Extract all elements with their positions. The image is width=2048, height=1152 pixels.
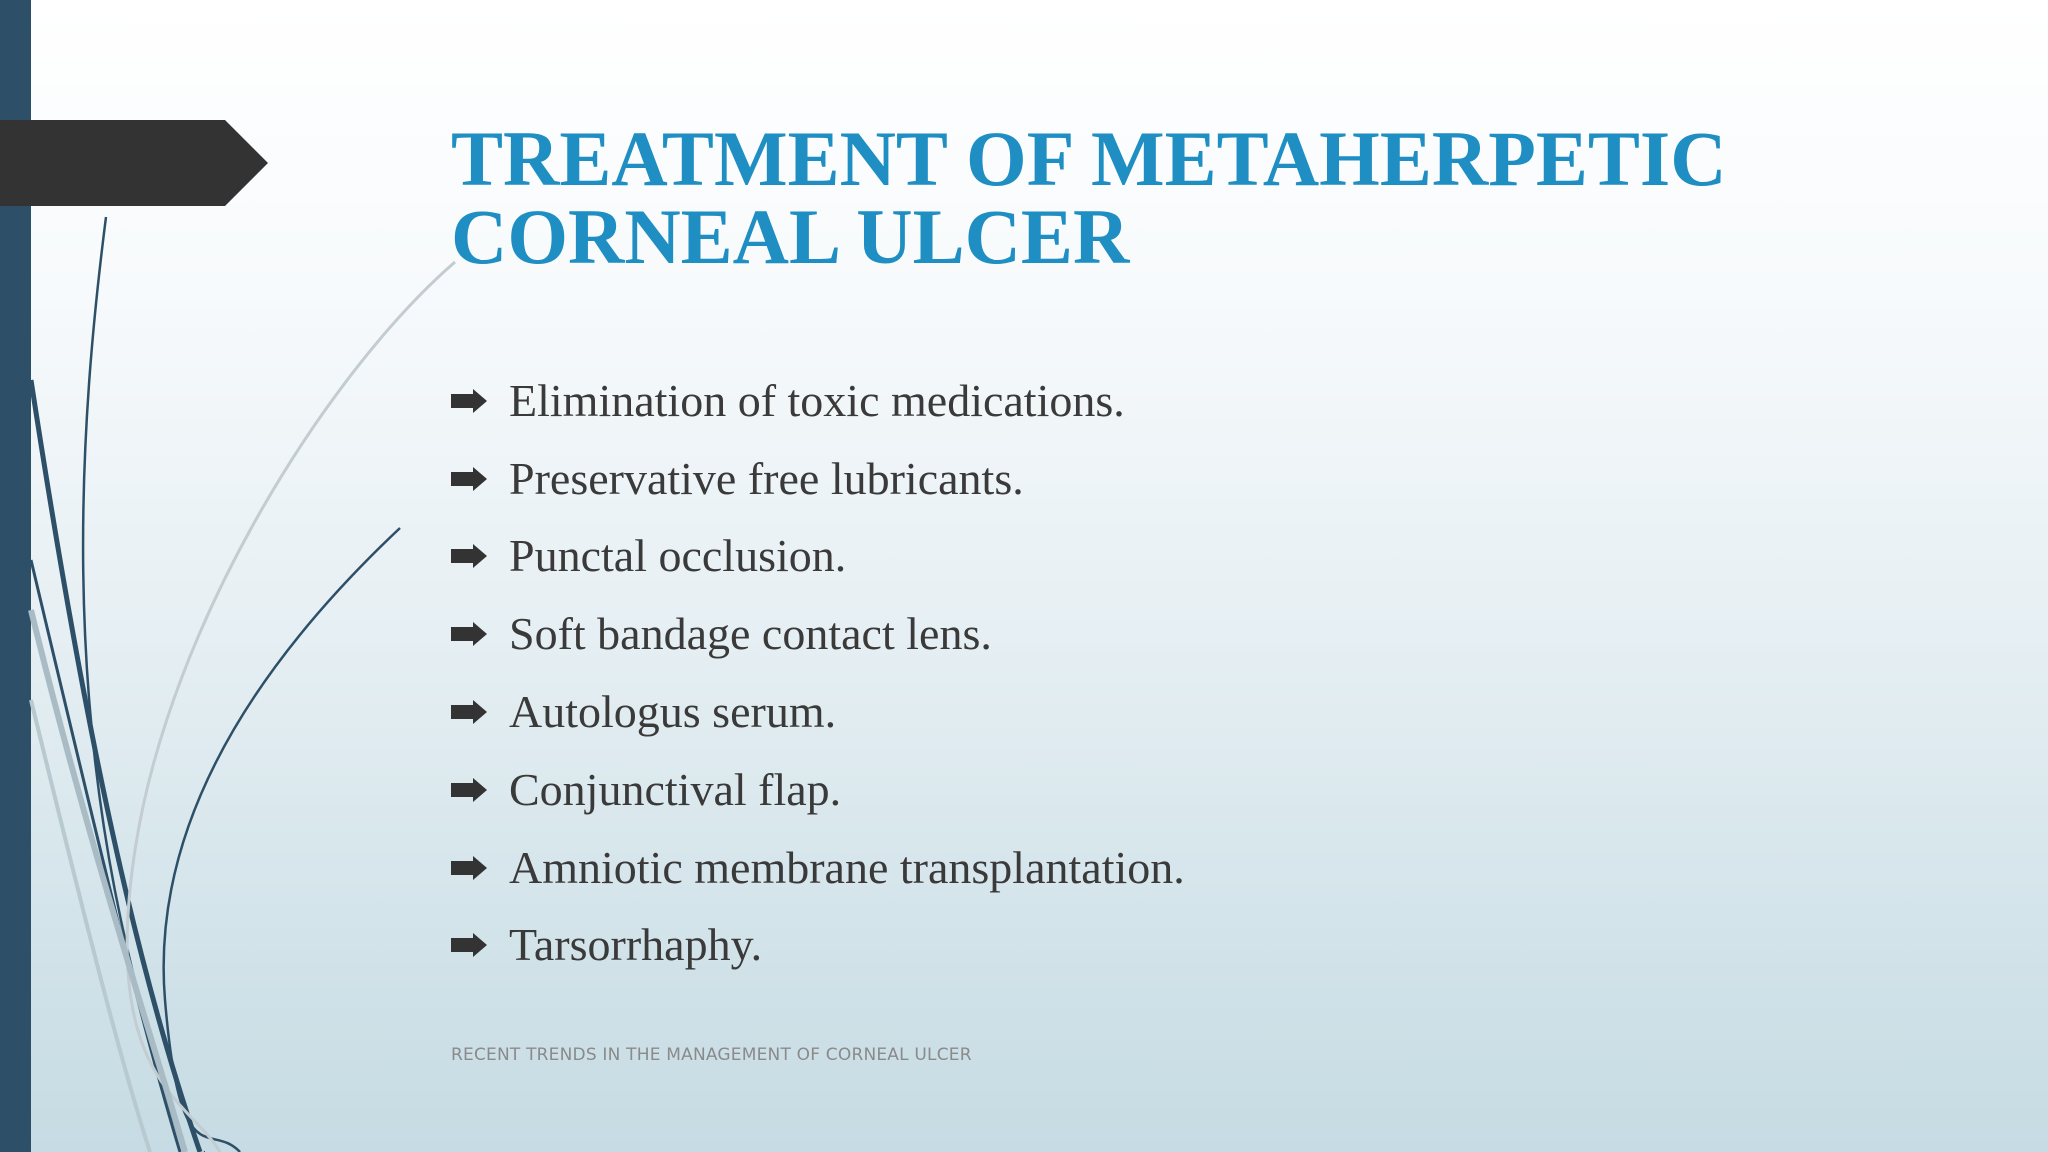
slide-title [451, 115, 1951, 280]
title-tab-arrow [0, 120, 270, 206]
arrow-right-icon [451, 700, 489, 724]
list-item [451, 829, 1185, 907]
arrow-right-icon [451, 467, 489, 491]
arrow-right-icon [451, 933, 489, 957]
bullet-text: Autologus serum. [509, 686, 837, 738]
list-item [451, 362, 1185, 440]
slide-footer: RECENT TRENDS IN THE MANAGEMENT OF CORNEAL ULCER [451, 1045, 972, 1065]
title-line-1: TREATMENT OF METAHERPETIC [451, 115, 1727, 202]
bullet-text: Amniotic membrane transplantation. [509, 841, 1185, 893]
arrow-right-icon [451, 622, 489, 646]
list-item [451, 440, 1185, 518]
bullet-text: Elimination of toxic medications. [509, 374, 1125, 426]
list-item [451, 595, 1185, 673]
bullet-text: Punctal occlusion. [509, 530, 847, 582]
arrow-right-icon [451, 544, 489, 568]
bullet-text: Preservative free lubricants. [509, 452, 1024, 504]
bullet-text: Soft bandage contact lens. [509, 608, 992, 660]
title-line-2: CORNEAL ULCER [451, 193, 1130, 280]
list-item [451, 751, 1185, 829]
bullet-list [451, 362, 1185, 984]
arrow-right-icon [451, 778, 489, 802]
list-item [451, 518, 1185, 596]
list-item [451, 673, 1185, 751]
bullet-text: Conjunctival flap. [509, 763, 842, 815]
arrow-right-icon [451, 856, 489, 880]
list-item [451, 907, 1185, 985]
arrow-right-icon [451, 389, 489, 413]
bullet-text: Tarsorrhaphy. [509, 919, 763, 971]
